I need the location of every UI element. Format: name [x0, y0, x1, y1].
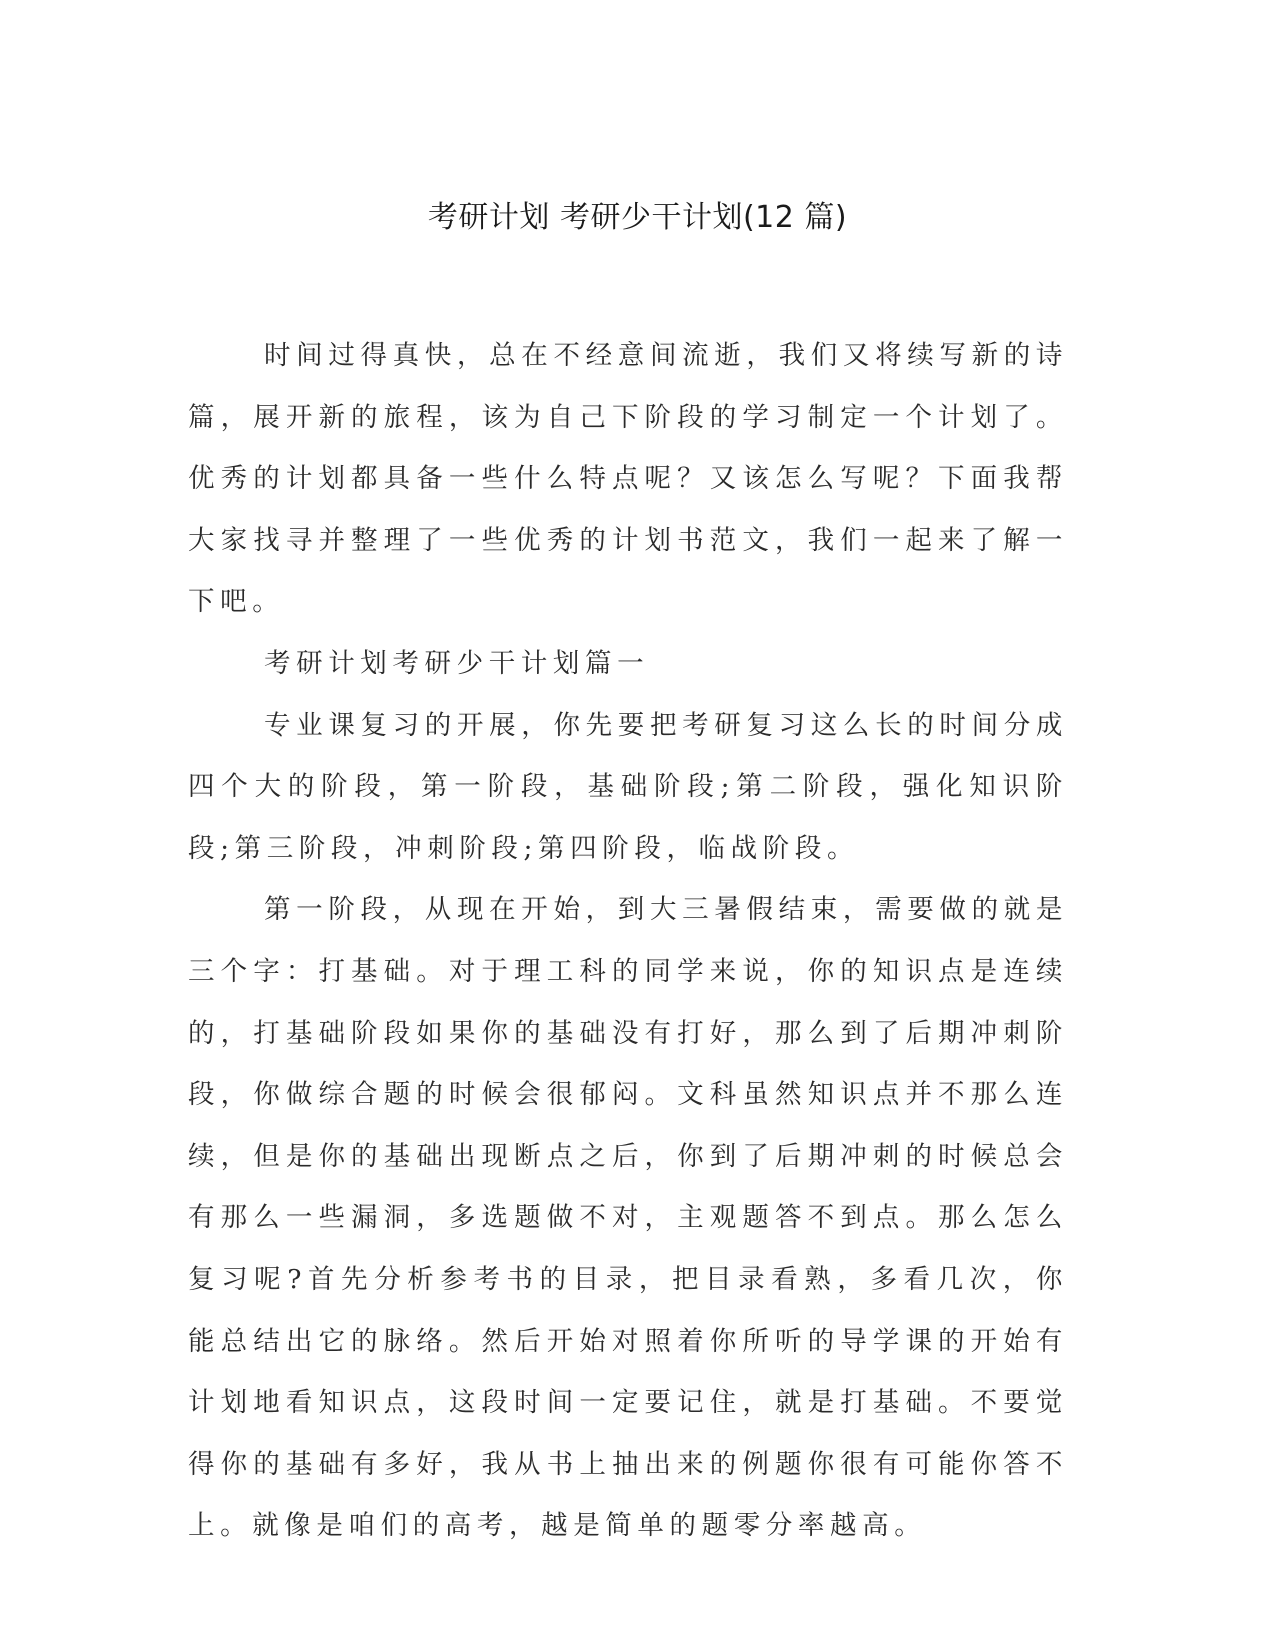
body-paragraph: 第一阶段，从现在开始，到大三暑假结束，需要做的就是三个字：打基础。对于理工科的同学来说，你的知识点是连续的，打基础阶段如果你的基础没有打好，那么到了后期冲刺阶段，你做综合题的时候会很郁闷。文科虽然知识点并不那么连续，但是你的基础出现断点之后，你到了后期冲刺的时候总会有那么一些漏洞，多选题做不对，主观题答不到点。那么怎么复习呢?首先分析参考书的目录，把目录看熟，多看几次，你能总结出它的脉络。然后开始对照着你所听的导学课的开始有计划地看知识点，这段时间一定要记住，就是打基础。不要觉得你的基础有多好，我从书上抽出来的例题你很有可能你答不上。就像是咱们的高考，越是简单的题零分率越高。	[188, 894, 1068, 1542]
document-body	[188, 325, 1068, 1557]
intro-paragraph: 时间过得真快，总在不经意间流逝，我们又将续写新的诗篇，展开新的旅程，该为自己下阶段的学习制定一个计划了。优秀的计划都具备一些什么特点呢？又该怎么写呢？下面我帮大家找寻并整理了一些优秀的计划书范文，我们一起来了解一下吧。	[188, 340, 1068, 618]
document-title: 考研计划 考研少干计划(12 篇)	[427, 200, 848, 235]
section-heading: 考研计划考研少干计划篇一	[264, 647, 650, 679]
body-paragraph: 专业课复习的开展，你先要把考研复习这么长的时间分成四个大的阶段，第一阶段，基础阶段;第二阶段，强化知识阶段;第三阶段，冲刺阶段;第四阶段，临战阶段。	[188, 709, 1068, 864]
